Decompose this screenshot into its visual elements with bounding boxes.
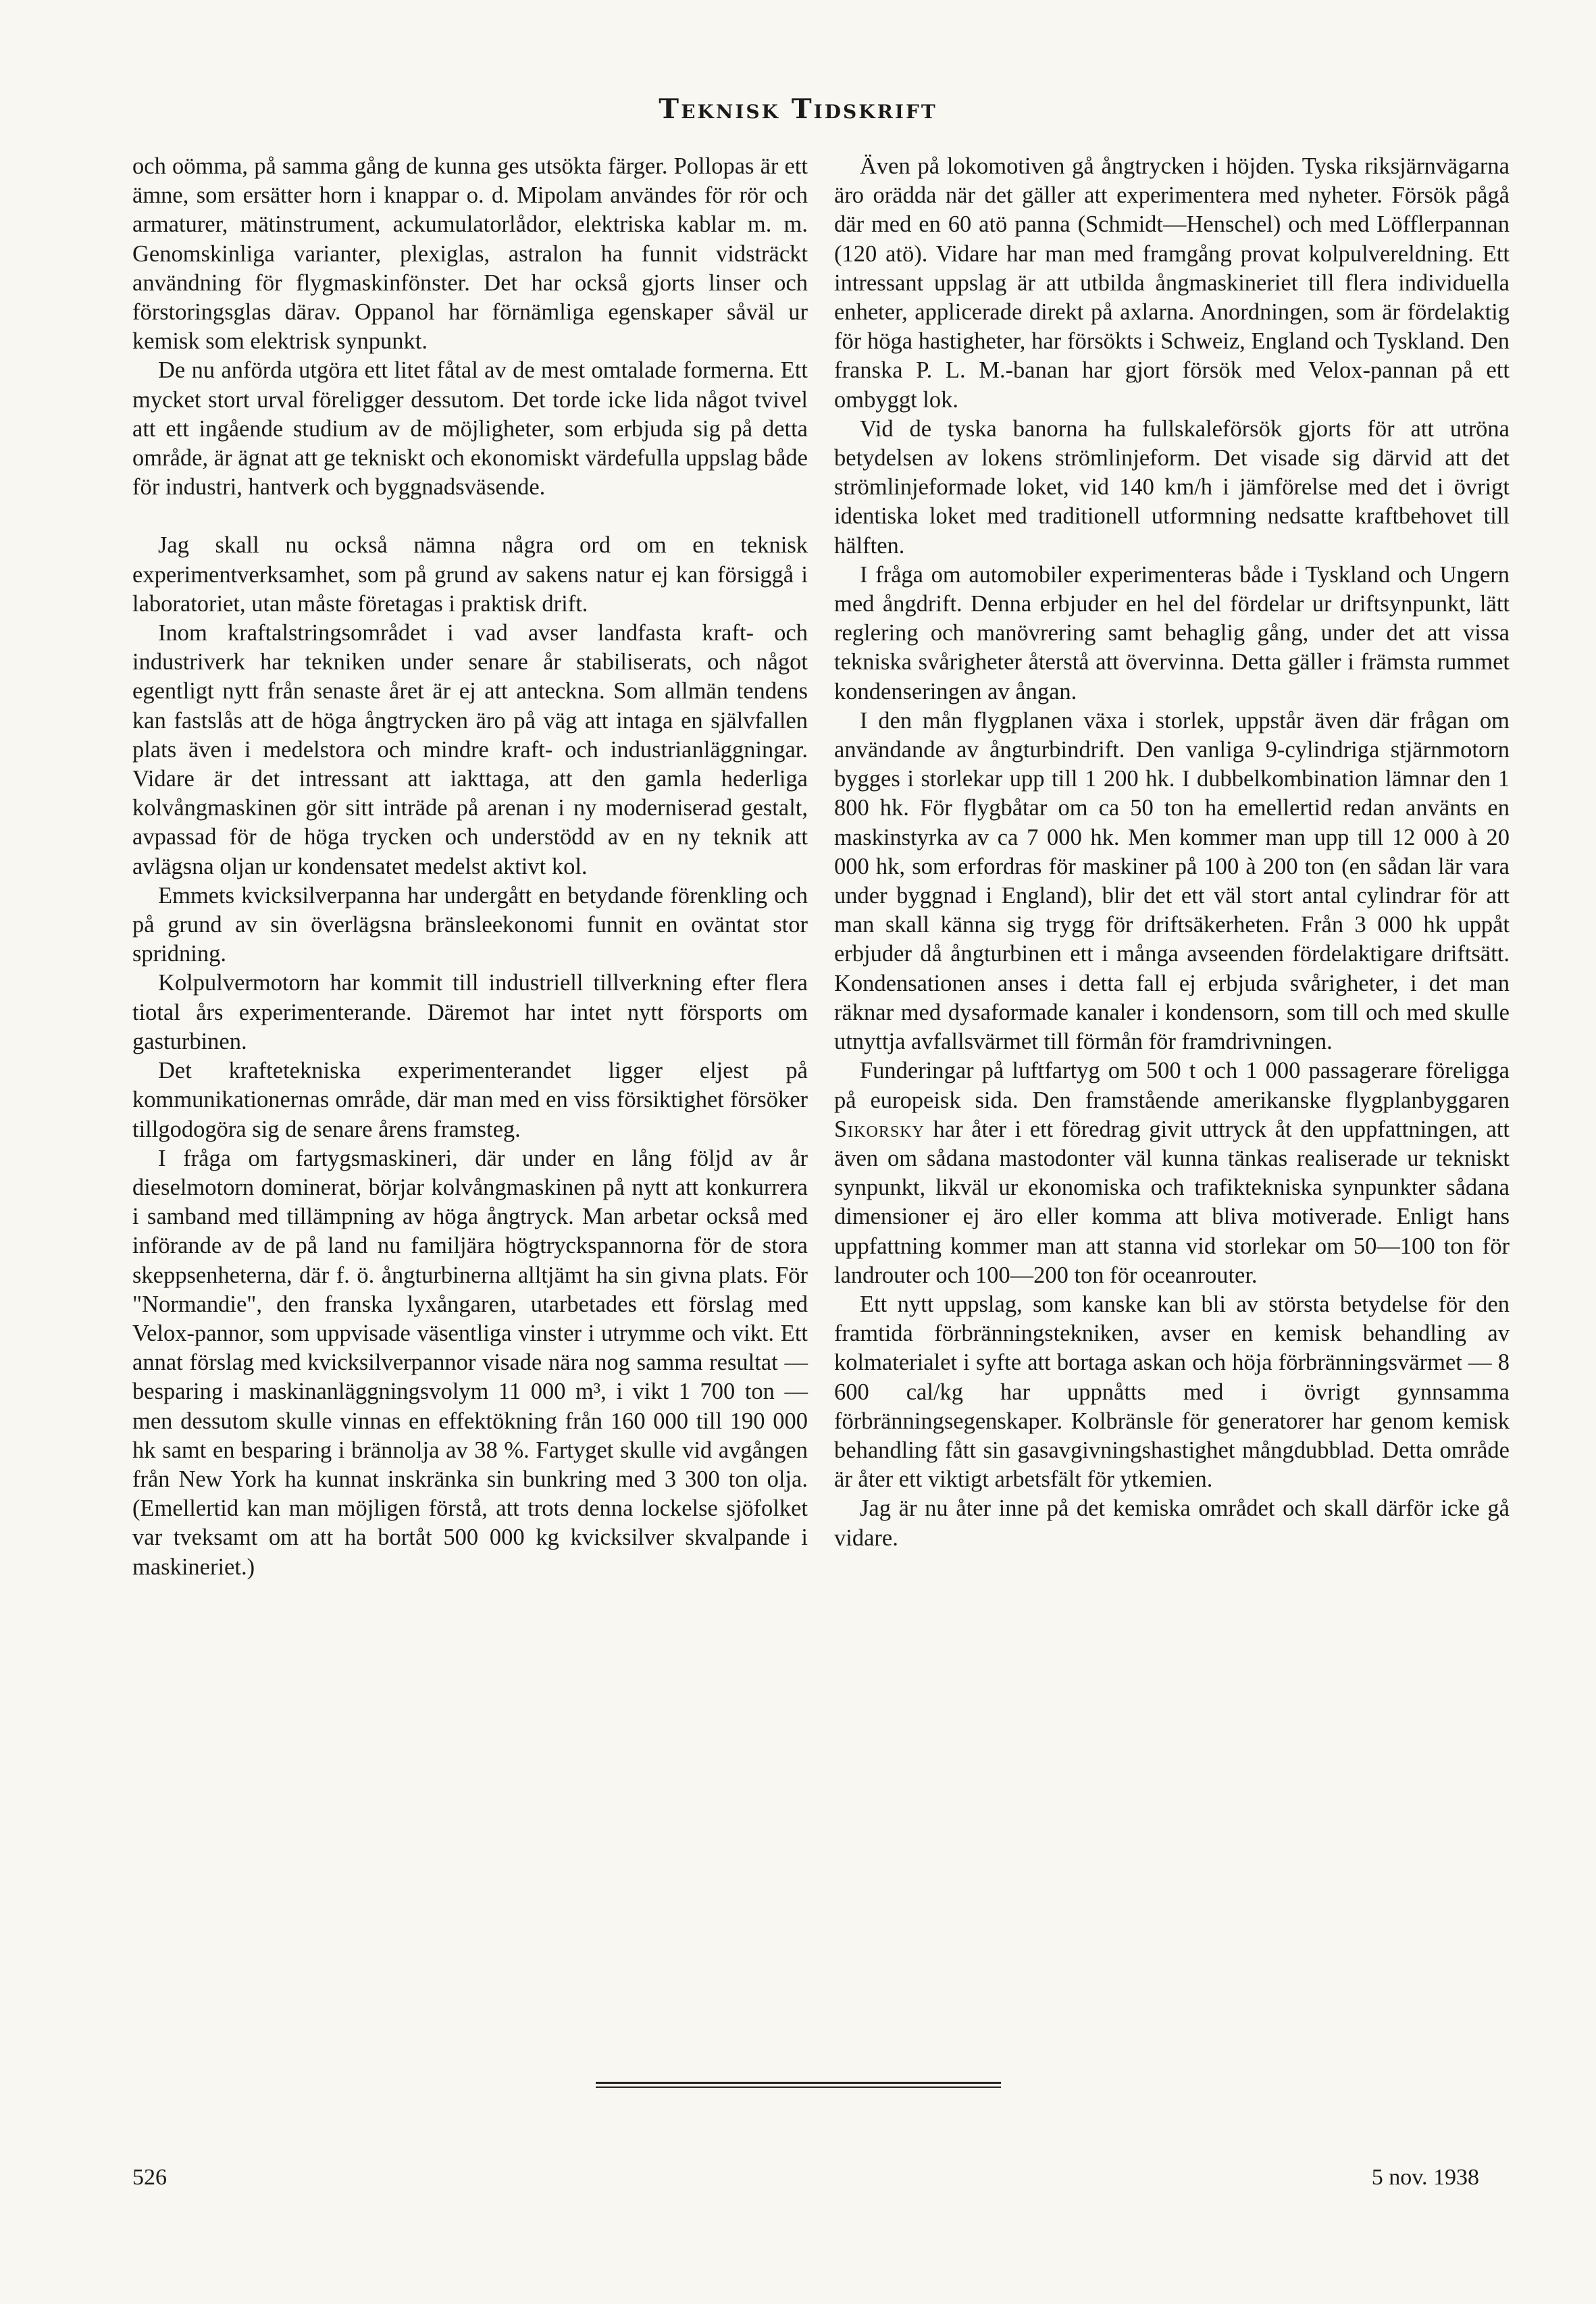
left-column: [132, 152, 808, 1582]
paragraph: Inom kraftalstringsområdet i vad avser landfasta kraft- och industriverk har tekniken under senare år stabiliserats, och något egentligt nytt från senaste året är ej att anteckna. Som allmän tendens kan fastslås att de höga ångtrycken äro på väg att intaga en självfallen plats även i medelstora och mindre kraft- och industrianläggningar. Vidare är det intressant att iakttaga, att den gamla hederliga kolvångmaskinen gör sitt inträde på arenan i ny moderniserad gestalt, avpassad för de höga trycken och understödd av en ny teknik att avlägsna oljan ur kondensatet medelst aktivt kol.: [132, 620, 808, 879]
paragraph: Jag är nu åter inne på det kemiska området och skall därför icke gå vidare.: [834, 1495, 1510, 1551]
paragraph: och oömma, på samma gång de kunna ges utsökta färger. Pollopas är ett ämne, som ersätter horn i knappar o. d. Mipolam användes för rör och armaturer, mätinstrument, ackumulatorlådor, elektriska kablar m. m. Genomskinliga varianter, plexiglas, astralon ha funnit vidsträckt användning för flygmaskinfönster. Det har också gjorts linser och förstoringsglas därav. Oppanol har förnämliga egenskaper såväl ur kemisk som elektrisk synpunkt.: [132, 153, 808, 355]
paragraph: De nu anförda utgöra ett litet fåtal av de mest omtalade formerna. Ett mycket stort urval föreligger dessutom. Det torde icke lida något tvivel att ett ingående studium av de möjligheter, som erbjuda sig på detta område, är ägnat att ge tekniskt och ekonomiskt värdefulla uppslag både för industri, hantverk och byggnadsväsende.: [132, 357, 808, 501]
journal-title: Teknisk Tidskrift: [659, 93, 937, 125]
paragraph: I fråga om fartygsmaskineri, där under en lång följd av år dieselmotorn dominerat, börjar kolvångmaskinen på nytt att konkurrera i samband med tillämpning av höga ångtryck. Man arbetar också med införande av de på land nu familjära högtryckspannorna för de stora skeppsenheterna, där f. ö. ångturbinerna alltjämt ha sin givna plats. För "Normandie", den franska lyxångaren, utarbetades ett förslag med Velox-pannor, som uppvisade väsentliga vinster i utrymme och vikt. Ett annat förslag med kvicksilverpannor visade nära nog samma resultat — besparing i maskinanläggningsvolym 11 000 m³, i vikt 1 700 ton — men dessutom skulle vinnas en effektökning från 160 000 till 190 000 hk samt en besparing i brännolja av 38 %. Fartyget skulle vid avgången från New York ha kunnat inskränka sin bunkring med 3 300 ton olja. (Emellertid kan man möjligen förstå, att trots denna lockelse sjöfolket var tveksamt om att ha bortåt 500 000 kg kvicksilver skvalpande i maskineriet.): [132, 1145, 808, 1580]
paragraph: Jag skall nu också nämna några ord om en teknisk experimentverksamhet, som på grund av sakens natur ej kan försiggå i laboratoriet, utan måste företagas i praktisk drift.: [132, 532, 808, 617]
paragraph: Det kraftetekniska experimenterandet ligger eljest på kommunikationernas område, där man med en viss försiktighet försöker tillgodogöra sig de senare årens framsteg.: [132, 1058, 808, 1142]
paragraph: I fråga om automobiler experimenteras både i Tyskland och Ungern med ångdrift. Denna erbjuder en hel del fördelar ur driftsynpunkt, lätt reglering och manövrering samt behaglig gång, under det att vissa tekniska svårigheter återstå att övervinna. Detta gäller i främsta rummet kondenseringen av ångan.: [834, 561, 1510, 705]
paragraph: Kolpulvermotorn har kommit till industriell tillverkning efter flera tiotal års experimenterande. Däremot har intet nytt försports om gasturbinen.: [132, 970, 808, 1054]
paragraph: Ett nytt uppslag, som kanske kan bli av största betydelse för den framtida förbränningstekniken, avser en kemisk behandling av kolmaterialet i syfte att bortaga askan och höja förbränningsvärmet — 8 600 cal/kg har uppnåtts med i övrigt gynnsamma förbränningsegenskaper. Kolbränsle för generatorer har genom kemisk behandling fått sin gasavgivningshastighet mångdubblad. Detta område är åter ett viktigt arbetsfält för ytkemien.: [834, 1291, 1510, 1493]
paragraph-text: har åter i ett föredrag givit uttryck åt den uppfattningen, att även om sådana mastodonter väl kunna tänkas realiserade ur tekniskt synpunkt, likväl ur ekonomiska och trafiktekniska synpunkter sådana dimensioner ej äro eller komma att bliva motiverade. Enligt hans uppfattning kommer man att stanna vid storlekar om 50—100 ton för landrouter och 100—200 ton för oceanrouter.: [834, 1116, 1510, 1288]
paragraph: I den mån flygplanen växa i storlek, uppstår även där frågan om användande av ångturbindrift. Den vanliga 9-cylindriga stjärnmotorn bygges i storlekar upp till 1 200 hk. I dubbelkombination lämnar den 1 800 hk. För flygbåtar om ca 50 ton ha emellertid redan använts en maskinstyrka av ca 7 000 hk. Men kommer man upp till 12 000 à 20 000 hk, som erfordras för maskiner på 100 à 200 ton (en sådan lär vara under byggnad i England), blir det ett väl stort antal cylindrar för att man skall känna sig trygg för driftsäkerheten. Från 3 000 hk uppåt erbjuder då ångturbinen ett i många avseenden fördelaktigare driftsätt. Kondensationen anses i detta fall ej erbjuda svårigheter, i det man räknar med dysaformade kanaler i kondensorn, som till och med skulle utnyttja avfallsvärmet till förmån för framdrivningen.: [834, 707, 1510, 1055]
paragraph: Vid de tyska banorna ha fullskaleförsök gjorts för att utröna betydelsen av lokens strömlinjeform. Det visade sig därvid att det strömlinjeformade loket, vid 140 km/h i jämförelse med det i övrigt identiska loket med traditionell utformning nedsatte kraftbehovet till hälften.: [834, 415, 1510, 559]
page-number: 526: [132, 2165, 167, 2190]
end-rule: [596, 2082, 1001, 2091]
right-column: [834, 152, 1510, 1553]
issue-date: 5 nov. 1938: [1371, 2165, 1479, 2190]
paragraph: Emmets kvicksilverpanna har undergått en betydande förenkling och på grund av sin överlägsna bränsleekonomi funnit en oväntat stor spridning.: [132, 882, 808, 967]
paragraph: Även på lokomotiven gå ångtrycken i höjden. Tyska riksjärnvägarna äro orädda när det gäller att experimentera med nyheter. Försök pågå där med en 60 atö panna (Schmidt—Henschel) och med Löfflerpannan (120 atö). Vidare har man med framgång provat kolpulvereldning. Ett intressant uppslag är att utbilda ångmaskineriet till flera individuella enheter, applicerade direkt på axlarna. Anordningen, som är fördelaktig för höga hastigheter, har försökts i Schweiz, England och Tyskland. Den franska P. L. M.-banan har gjort försök med Velox-pannan på ett ombyggt lok.: [834, 153, 1510, 413]
paragraph: [834, 1056, 1510, 1290]
paragraph-text: Funderingar på luftfartyg om 500 t och 1 000 passagerare föreligga på europeisk sida. Den framstående amerikanske flygplanbyggaren: [834, 1058, 1510, 1113]
person-name: Sikorsky: [834, 1116, 925, 1142]
